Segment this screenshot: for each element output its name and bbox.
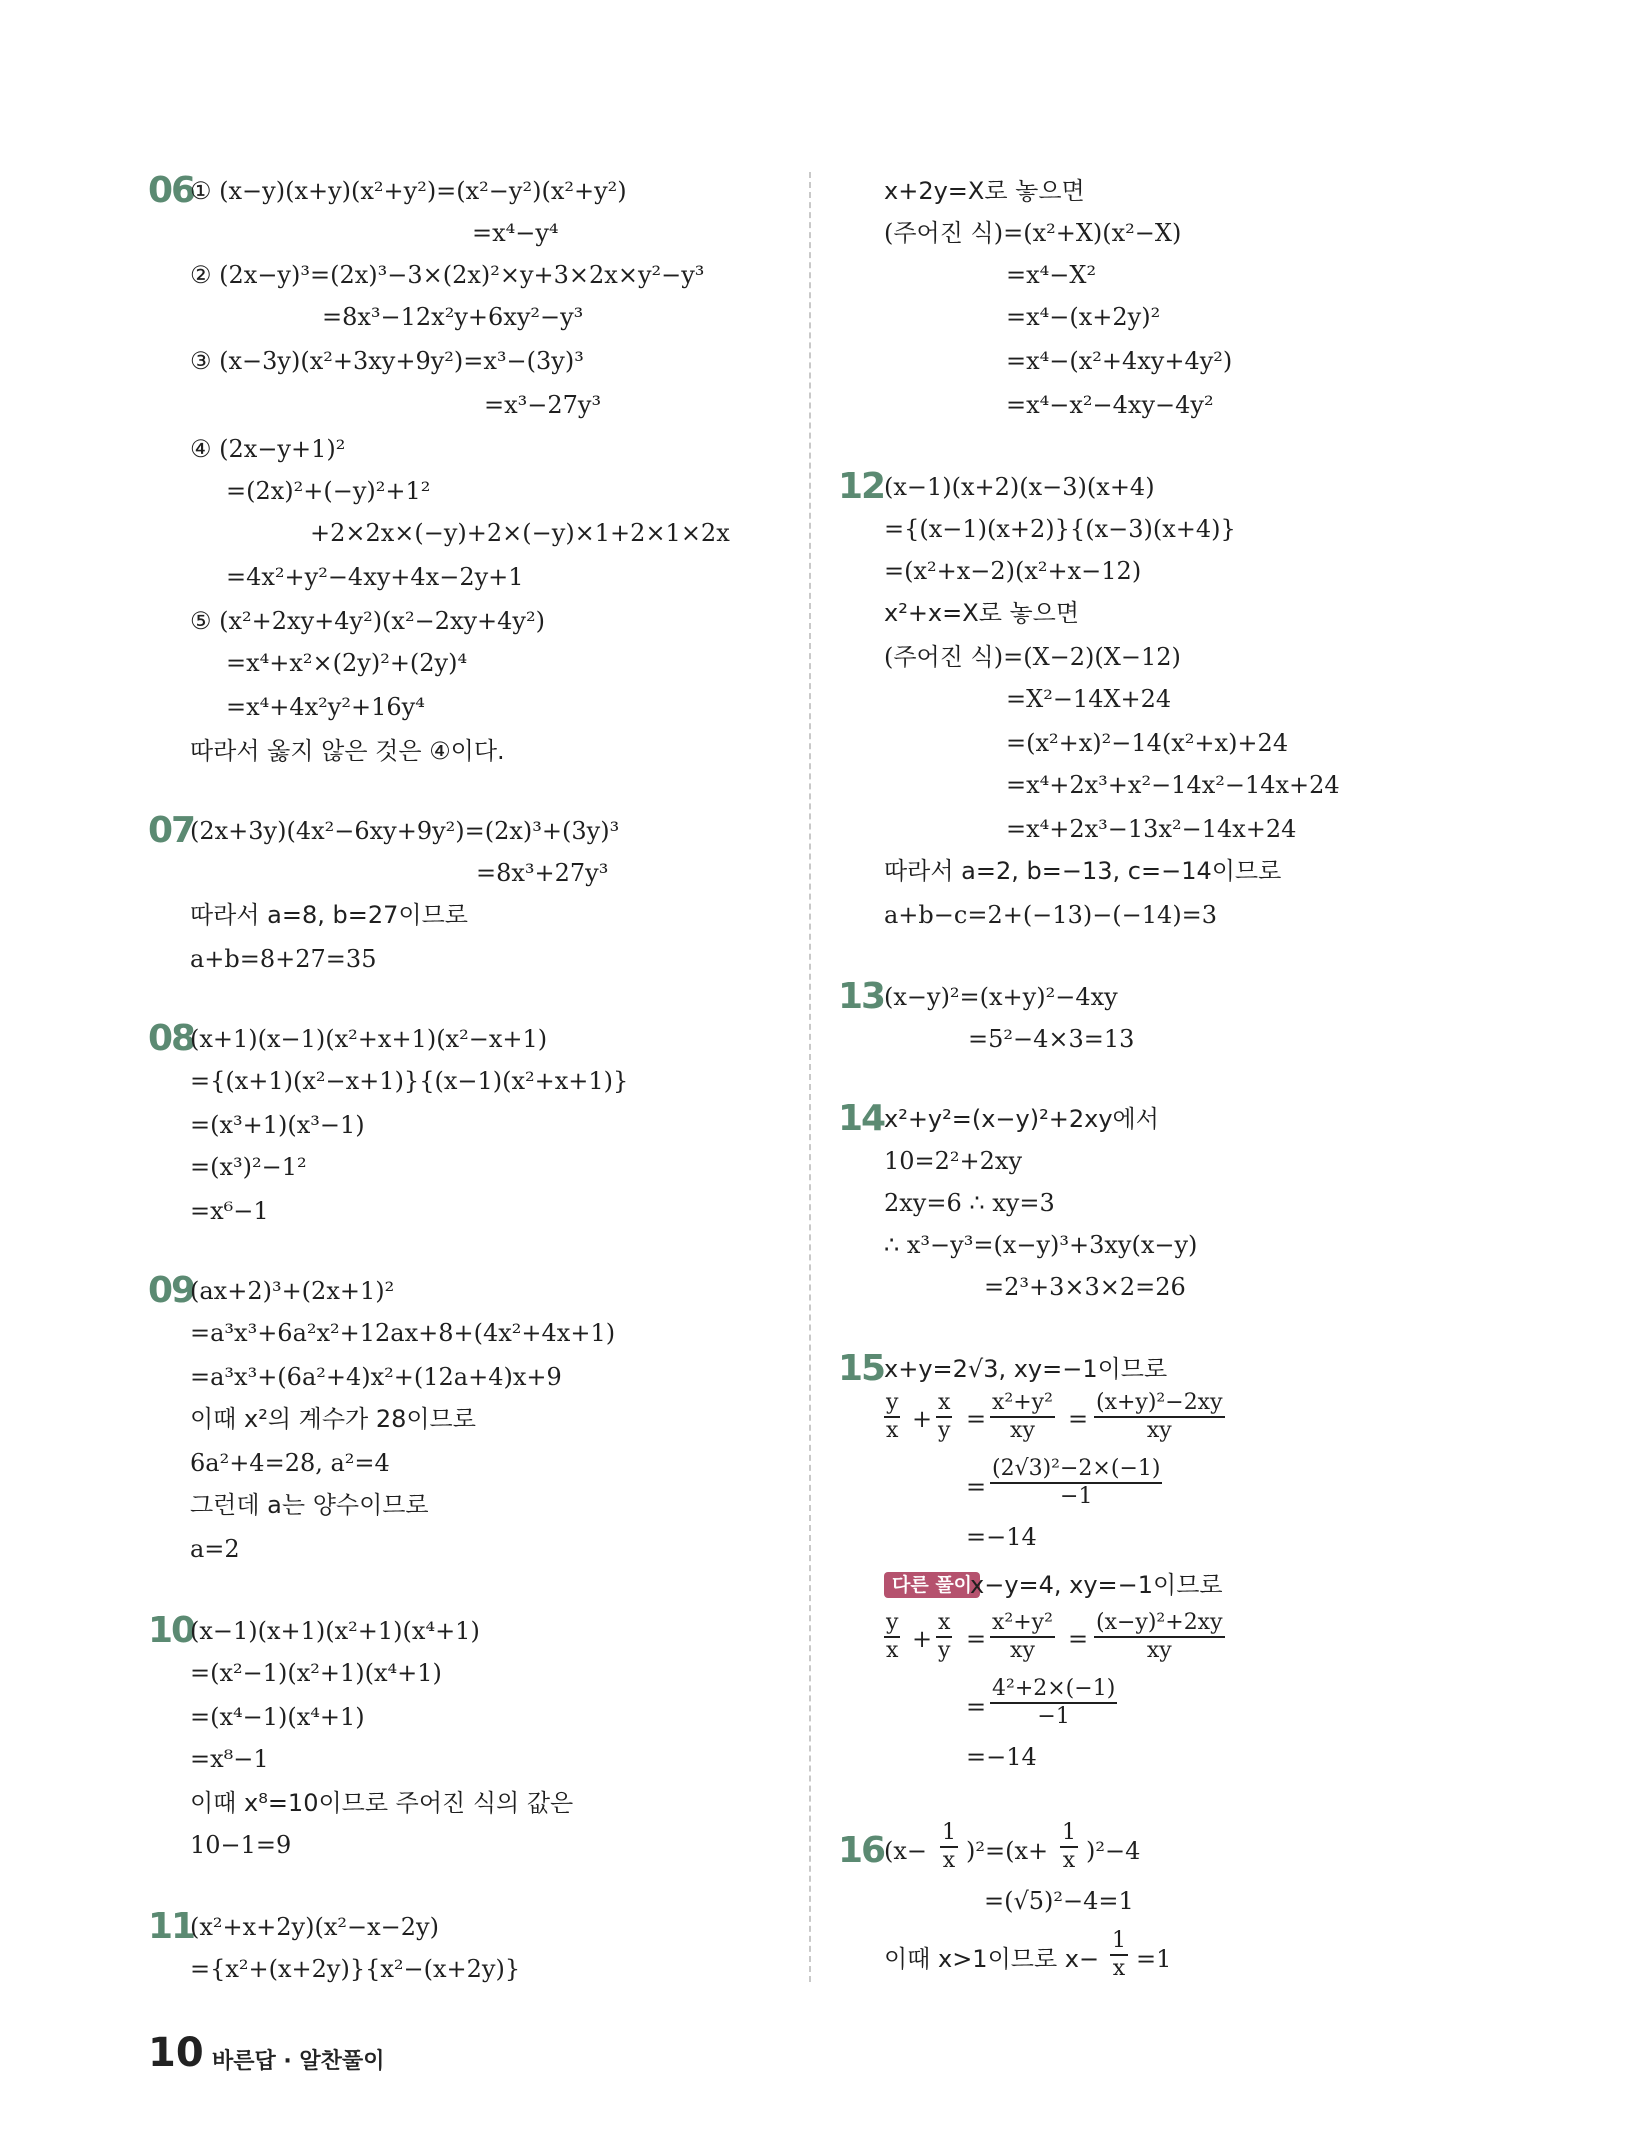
problem-number: 08 (148, 1018, 195, 1059)
solution-line: =8x³+27y³ (476, 859, 609, 887)
solution-line: x−y=4, xy=−1이므로 (970, 1571, 1223, 1599)
fraction: $\frac{1}{x}$ (942, 1820, 956, 1873)
solution-line: 10=2²+2xy (884, 1147, 1023, 1175)
solution-line: =x⁴+4x²y²+16y⁴ (226, 693, 425, 721)
problem-number: 06 (148, 170, 195, 211)
solution-line: ② (2x−y)³=(2x)³−3×(2x)²×y+3×2x×y²−y³ (190, 261, 705, 289)
problem-number: 12 (838, 466, 885, 507)
solution-line: =x⁴+2x³−13x²−14x+24 (1006, 815, 1297, 843)
solution-line: ⑤ (x²+2xy+4y²)(x²−2xy+4y²) (190, 607, 545, 635)
solution-line: 이때 x⁸=10이므로 주어진 식의 값은 (190, 1789, 574, 1817)
equals-sign: = (966, 1625, 987, 1653)
solution-line: 따라서 a=8, b=27이므로 (190, 901, 468, 929)
problem-number: 16 (838, 1830, 885, 1871)
solution-line: =(√5)²−4=1 (984, 1887, 1134, 1915)
solution-line: =(x³+1)(x³−1) (190, 1111, 365, 1139)
solution-line: =X²−14X+24 (1006, 685, 1172, 713)
fraction: $\frac{y}{x}$ (886, 1610, 899, 1663)
solution-line: =(x²+x−2)(x²+x−12) (884, 557, 1142, 585)
solution-line: =−14 (966, 1523, 1037, 1551)
alternative-solution-tag: 다른 풀이 (884, 1572, 980, 1598)
fraction: $\frac{x}{y}$ (937, 1610, 951, 1663)
solution-line: =x⁴−x²−4xy−4y² (1006, 391, 1214, 419)
solution-line: =(2x)²+(−y)²+1² (226, 477, 431, 505)
solution-line: +2×2x×(−y)+2×(−y)×1+2×1×2x (310, 519, 730, 547)
solution-line: x+2y=X로 놓으면 (884, 177, 1085, 205)
problem-number: 14 (838, 1098, 885, 1139)
problem-number: 10 (148, 1610, 195, 1651)
solution-line: =x⁴+2x³+x²−14x²−14x+24 (1006, 771, 1340, 799)
problem-number: 09 (148, 1270, 195, 1311)
solution-line: a=2 (190, 1535, 240, 1563)
solution-line: =a³x³+(6a²+4)x²+(12a+4)x+9 (190, 1363, 562, 1391)
solution-line: =−14 (966, 1743, 1037, 1771)
fraction: $\frac{x}{y}$ (937, 1390, 951, 1443)
solution-line: (x−1)(x+2)(x−3)(x+4) (884, 473, 1155, 501)
solution-line: =x⁴−y⁴ (472, 219, 559, 247)
problem-number: 11 (148, 1906, 195, 1947)
solution-line: ∴ x³−y³=(x−y)³+3xy(x−y) (884, 1231, 1198, 1259)
solution-line: ④ (2x−y+1)² (190, 435, 346, 463)
solution-line: =x⁴−(x²+4xy+4y²) (1006, 347, 1233, 375)
solution-line: (x−y)²=(x+y)²−4xy (884, 983, 1118, 1011)
solution-line: =x⁴+x²×(2y)²+(2y)⁴ (226, 649, 468, 677)
problem-number: 07 (148, 810, 195, 851)
fraction: $\frac{\text{(x−y)²+2xy}}{xy}$ (1096, 1610, 1223, 1663)
footer-label: 바른답 · 알찬풀이 (212, 2049, 385, 2074)
problem-number: 13 (838, 976, 885, 1017)
solution-line: =(x⁴−1)(x⁴+1) (190, 1703, 365, 1731)
fraction: $\frac{1}{x}$ (1062, 1820, 1076, 1873)
solution-line: ① (x−y)(x+y)(x²+y²)=(x²−y²)(x²+y²) (190, 177, 627, 205)
solution-line: =4x²+y²−4xy+4x−2y+1 (226, 563, 524, 591)
solution-text: (x− (884, 1837, 928, 1865)
fraction: $\frac{\text{(x+y)²−2xy}}{xy}$ (1096, 1390, 1223, 1443)
solution-line: =x⁸−1 (190, 1745, 269, 1773)
solution-text: =1 (1136, 1945, 1172, 1973)
solution-line: 그런데 a는 양수이므로 (190, 1491, 429, 1519)
solution-line: =2³+3×3×2=26 (984, 1273, 1186, 1301)
solution-line: 따라서 옳지 않은 것은 ④이다. (190, 737, 505, 765)
plus-sign: + (912, 1625, 933, 1653)
solution-line: =5²−4×3=13 (968, 1025, 1135, 1053)
solution-line: ③ (x−3y)(x²+3xy+9y²)=x³−(3y)³ (190, 347, 584, 375)
fraction: $\frac{\text{x²+y²}}{xy}$ (992, 1610, 1053, 1663)
equals-sign: = (966, 1405, 987, 1433)
solution-line: 2xy=6 ∴ xy=3 (884, 1189, 1055, 1217)
solution-line: =x⁴−(x+2y)² (1006, 303, 1161, 331)
solution-line: =8x³−12x²y+6xy²−y³ (322, 303, 584, 331)
fraction: $\frac{1}{x}$ (1112, 1928, 1126, 1981)
solution-line: ={(x−1)(x+2)}{(x−3)(x+4)} (884, 515, 1236, 543)
solution-line: ={(x+1)(x²−x+1)}{(x−1)(x²+x+1)} (190, 1067, 629, 1095)
solution-line: (주어진 식)=(x²+X)(x²−X) (884, 219, 1182, 247)
fraction: $\frac{\text{x²+y²}}{xy}$ (992, 1390, 1053, 1443)
solution-line: (x+1)(x−1)(x²+x+1)(x²−x+1) (190, 1025, 548, 1053)
solution-line: a+b−c=2+(−13)−(−14)=3 (884, 901, 1218, 929)
solution-line: =(x²+x)²−14(x²+x)+24 (1006, 729, 1289, 757)
solution-line: x+y=2√3, xy=−1이므로 (884, 1355, 1168, 1383)
solution-line: a+b=8+27=35 (190, 945, 377, 973)
solution-line: =a³x³+6a²x²+12ax+8+(4x²+4x+1) (190, 1319, 616, 1347)
column-divider (809, 172, 811, 1982)
solution-line: ={x²+(x+2y)}{x²−(x+2y)} (190, 1955, 521, 1983)
solution-line: 10−1=9 (190, 1831, 292, 1859)
solution-line: (x−1)(x+1)(x²+1)(x⁴+1) (190, 1617, 480, 1645)
solution-line: (주어진 식)=(X−2)(X−12) (884, 643, 1181, 671)
problem-number: 15 (838, 1348, 885, 1389)
solution-line: x²+y²=(x−y)²+2xy에서 (884, 1105, 1159, 1133)
solution-line: (x²+x+2y)(x²−x−2y) (190, 1913, 439, 1941)
solution-text: )²−4 (1086, 1837, 1141, 1865)
fraction: $\frac{\text{4²+2×(−1)}}{-1}$ (992, 1676, 1116, 1729)
solution-line: x²+x=X로 놓으면 (884, 599, 1080, 627)
solution-line: 따라서 a=2, b=−13, c=−14이므로 (884, 857, 1282, 885)
solution-line: =x⁴−X² (1006, 261, 1097, 289)
equals-sign: = (966, 1693, 987, 1721)
solution-line: 6a²+4=28, a²=4 (190, 1449, 390, 1477)
solution-line: 이때 x²의 계수가 28이므로 (190, 1405, 476, 1433)
solution-line: (2x+3y)(4x²−6xy+9y²)=(2x)³+(3y)³ (190, 817, 620, 845)
equals-sign: = (966, 1473, 987, 1501)
solution-text: )²=(x+ (966, 1837, 1049, 1865)
fraction: $\frac{\text{(2√3)²−2×(−1)}}{-1}$ (992, 1456, 1161, 1509)
solution-line: =(x³)²−1² (190, 1153, 307, 1181)
solution-line: (ax+2)³+(2x+1)² (190, 1277, 395, 1305)
fraction: $\frac{y}{x}$ (886, 1390, 899, 1443)
equals-sign: = (1068, 1405, 1089, 1433)
solution-line: =(x²−1)(x²+1)(x⁴+1) (190, 1659, 442, 1687)
solution-line: =x⁶−1 (190, 1197, 269, 1225)
plus-sign: + (912, 1405, 933, 1433)
equals-sign: = (1068, 1625, 1089, 1653)
page-number: 10 (148, 2030, 204, 2076)
solution-line: =x³−27y³ (484, 391, 602, 419)
solution-text: 이때 x>1이므로 x− (884, 1945, 1100, 1973)
